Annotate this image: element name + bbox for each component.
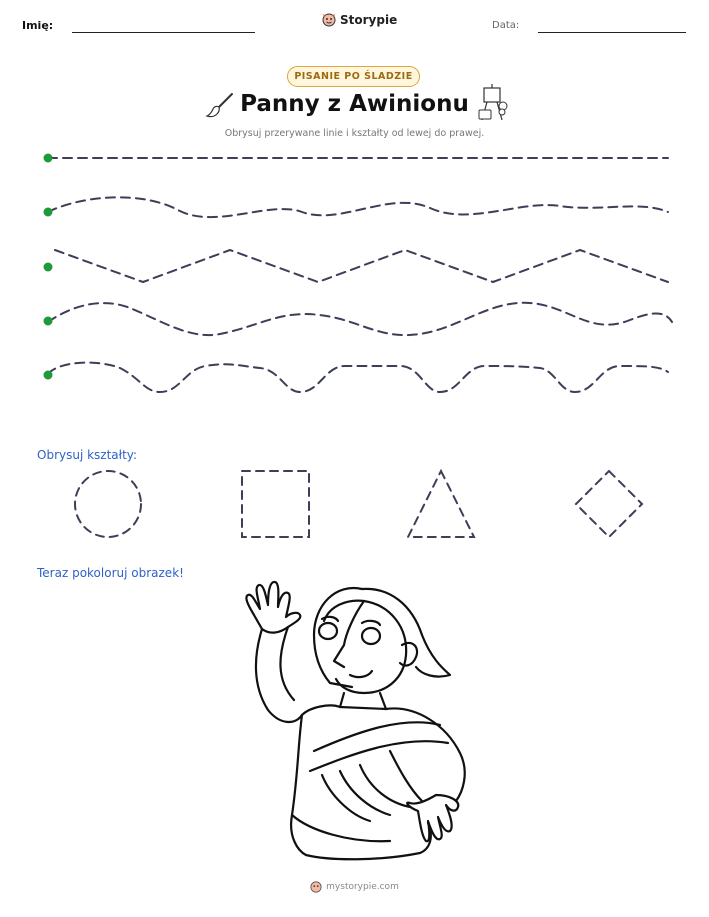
activity-badge: PISANIE PO ŚLADZIE [287,66,420,87]
tracing-shapes [0,460,709,550]
footer [0,881,709,893]
trace-square[interactable] [242,471,309,537]
page-title: Panny z Awinionu [240,91,469,117]
tracing-line-gentle-wave[interactable] [48,197,668,217]
footer-url[interactable]: mystorypie.com [326,882,399,892]
date-label: Data: [492,20,520,31]
name-label: Imię: [22,19,54,32]
start-dot [44,263,53,272]
start-dot [44,208,53,217]
coloring-illustration[interactable] [240,575,470,865]
tracing-line-zigzag[interactable] [55,250,668,282]
brand-name: Storypie [340,13,398,27]
storypie-mascot-icon [310,881,322,893]
tracing-line-loop-wave[interactable] [48,363,668,392]
start-dot [44,317,53,326]
tracing-line-wave[interactable] [48,303,672,335]
trace-diamond[interactable] [576,471,642,537]
page-subtitle: Obrysuj przerywane linie i kształty od lewej do prawej. [224,128,485,139]
shapes-heading: Obrysuj kształty: [37,448,138,462]
trace-triangle[interactable] [408,471,474,537]
trace-circle[interactable] [75,471,141,537]
start-dot [44,371,53,380]
start-dot [44,154,53,163]
coloring-heading: Teraz pokoloruj obrazek! [37,566,184,580]
